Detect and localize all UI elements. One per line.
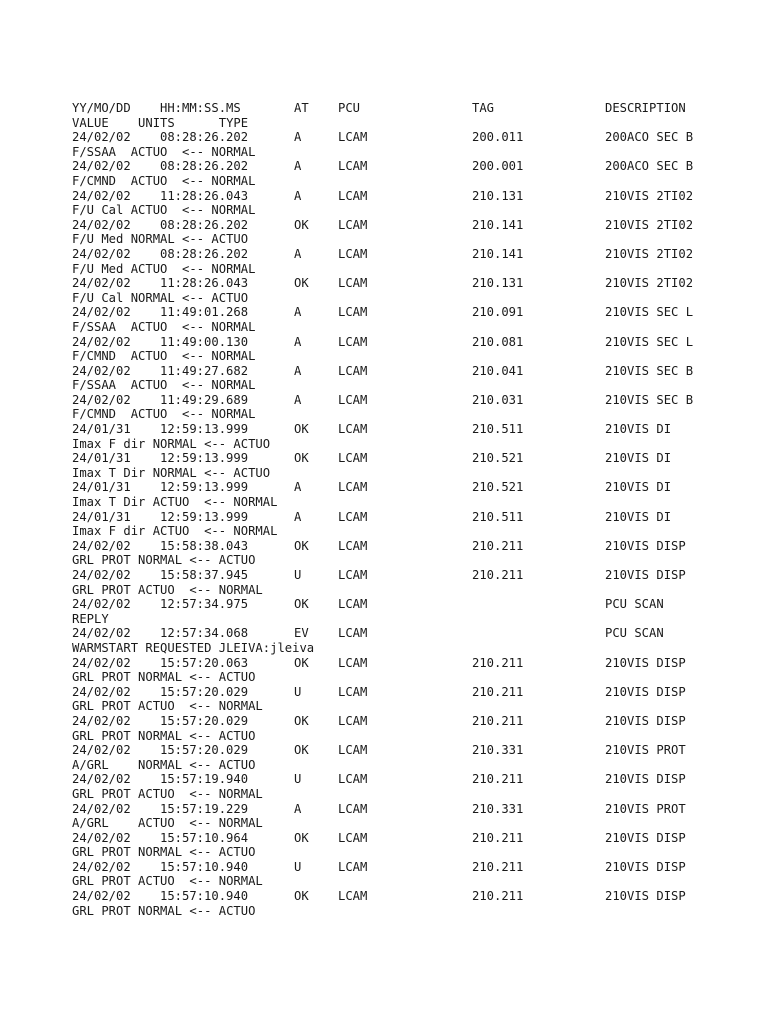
record-value-units-type: GRL PROT NORMAL <-- ACTUO: [72, 903, 256, 918]
record-alarm-type: U: [294, 772, 302, 787]
record-line-2: [72, 320, 752, 335]
log-record: [72, 305, 752, 334]
record-date: 24/02/02: [72, 684, 131, 699]
record-value-units-type: Imax F dir NORMAL <-- ACTUO: [72, 436, 271, 451]
record-date: 24/02/02: [72, 597, 131, 612]
log-record: [72, 685, 752, 714]
record-date: 24/02/02: [72, 392, 131, 407]
record-line-2: [72, 845, 752, 860]
record-date: 24/02/02: [72, 188, 131, 203]
record-tag: 210.091: [472, 305, 524, 320]
record-time: 11:28:26.043: [160, 188, 249, 203]
record-tag: 210.211: [472, 859, 524, 874]
record-pcu: LCAM: [338, 713, 368, 728]
record-pcu: LCAM: [338, 626, 368, 641]
record-line-1: [72, 743, 752, 758]
record-value-units-type: GRL PROT ACTUO <-- NORMAL: [72, 699, 263, 714]
record-pcu: LCAM: [338, 509, 368, 524]
event-log-document: [72, 101, 752, 918]
record-time: 12:59:13.999: [160, 422, 249, 437]
record-date: 24/02/02: [72, 334, 131, 349]
record-pcu: LCAM: [338, 217, 368, 232]
log-record: [72, 802, 752, 831]
record-description: 210VIS DI: [605, 480, 672, 495]
record-line-2: [72, 291, 752, 306]
record-line-1: [72, 159, 752, 174]
record-time: 15:57:20.029: [160, 684, 249, 699]
record-description: 210VIS SEC L: [605, 305, 694, 320]
record-alarm-type: OK: [294, 830, 309, 845]
log-record: [72, 364, 752, 393]
record-line-2: [72, 699, 752, 714]
record-date: 24/02/02: [72, 801, 131, 816]
record-line-1: [72, 305, 752, 320]
record-tag: 210.041: [472, 363, 524, 378]
record-description: 210VIS DI: [605, 451, 672, 466]
record-description: 210VIS SEC L: [605, 334, 694, 349]
record-date: 24/02/02: [72, 305, 131, 320]
record-line-2: [72, 466, 752, 481]
log-record: [72, 335, 752, 364]
record-line-1: [72, 451, 752, 466]
record-tag: 200.011: [472, 130, 524, 145]
log-record: [72, 247, 752, 276]
record-value-units-type: GRL PROT NORMAL <-- ACTUO: [72, 845, 256, 860]
log-record: [72, 597, 752, 626]
header-time: HH:MM:SS.MS: [160, 101, 241, 115]
record-date: 24/02/02: [72, 830, 131, 845]
record-pcu: LCAM: [338, 655, 368, 670]
record-date: 24/02/02: [72, 217, 131, 232]
record-line-2: [72, 174, 752, 189]
record-time: 08:28:26.202: [160, 246, 249, 261]
record-value-units-type: F/CMND ACTUO <-- NORMAL: [72, 173, 256, 188]
record-line-1: [72, 656, 752, 671]
record-date: 24/02/02: [72, 538, 131, 553]
record-pcu: LCAM: [338, 451, 368, 466]
record-line-1: [72, 247, 752, 262]
record-date: 24/02/02: [72, 276, 131, 291]
record-date: 24/01/31: [72, 480, 131, 495]
log-records: [72, 130, 752, 918]
record-alarm-type: A: [294, 363, 302, 378]
record-description: 210VIS 2TI02: [605, 246, 694, 261]
log-record: [72, 393, 752, 422]
record-pcu: LCAM: [338, 568, 368, 582]
record-tag: 210.211: [472, 713, 524, 728]
record-alarm-type: U: [294, 859, 302, 874]
record-alarm-type: A: [294, 159, 302, 174]
record-time: 12:57:34.975: [160, 597, 249, 612]
record-value-units-type: GRL PROT ACTUO <-- NORMAL: [72, 874, 263, 889]
record-description: PCU SCAN: [605, 597, 664, 612]
record-line-2: [72, 670, 752, 685]
record-tag: 210.521: [472, 451, 524, 466]
record-line-2: [72, 758, 752, 773]
log-record: [72, 130, 752, 159]
record-tag: 210.331: [472, 743, 524, 758]
record-description: 210VIS DISP: [605, 772, 686, 787]
record-time: 11:28:26.043: [160, 276, 249, 291]
record-alarm-type: OK: [294, 276, 309, 291]
record-description: 210VIS 2TI02: [605, 276, 694, 291]
record-pcu: LCAM: [338, 772, 368, 787]
record-description: PCU SCAN: [605, 626, 664, 641]
record-line-1: [72, 772, 752, 787]
record-time: 15:58:38.043: [160, 538, 249, 553]
record-alarm-type: OK: [294, 422, 309, 437]
record-date: 24/01/31: [72, 451, 131, 466]
record-time: 15:57:10.940: [160, 859, 249, 874]
log-record: [72, 276, 752, 305]
record-tag: 210.511: [472, 422, 524, 437]
header-at: AT: [294, 101, 309, 115]
record-date: 24/02/02: [72, 363, 131, 378]
record-time: 12:59:13.999: [160, 480, 249, 495]
record-alarm-type: A: [294, 392, 302, 407]
record-alarm-type: A: [294, 509, 302, 524]
record-tag: 210.141: [472, 217, 524, 232]
record-tag: 210.031: [472, 392, 524, 407]
record-line-2: [72, 203, 752, 218]
record-line-1: [72, 714, 752, 729]
record-tag: 210.331: [472, 801, 524, 816]
record-time: 15:58:37.945: [160, 568, 249, 582]
record-pcu: LCAM: [338, 363, 368, 378]
record-description: 210VIS SEC B: [605, 392, 694, 407]
record-tag: 210.211: [472, 568, 524, 582]
record-value-units-type: Imax T Dir ACTUO <-- NORMAL: [72, 495, 278, 510]
record-alarm-type: OK: [294, 889, 309, 904]
record-date: 24/02/02: [72, 130, 131, 145]
record-time: 11:49:27.682: [160, 363, 249, 378]
log-record: [72, 889, 752, 918]
record-tag: 210.521: [472, 480, 524, 495]
record-date: 24/02/02: [72, 743, 131, 758]
record-alarm-type: A: [294, 480, 302, 495]
log-record: [72, 422, 752, 451]
log-record: [72, 656, 752, 685]
record-tag: 210.141: [472, 246, 524, 261]
record-pcu: LCAM: [338, 422, 368, 437]
record-line-2: [72, 816, 752, 831]
record-tag: 210.511: [472, 509, 524, 524]
log-record: [72, 189, 752, 218]
record-line-2: [72, 553, 752, 568]
record-date: 24/02/02: [72, 159, 131, 174]
record-date: 24/02/02: [72, 568, 131, 582]
record-line-2: [72, 378, 752, 393]
record-value-units-type: WARMSTART REQUESTED JLEIVA:jleiva: [72, 640, 315, 655]
record-tag: 210.211: [472, 684, 524, 699]
header-pcu: PCU: [338, 101, 361, 115]
record-pcu: LCAM: [338, 830, 368, 845]
record-line-2: [72, 874, 752, 889]
record-alarm-type: A: [294, 130, 302, 145]
record-time: 12:59:13.999: [160, 451, 249, 466]
log-record: [72, 860, 752, 889]
record-time: 15:57:20.063: [160, 655, 249, 670]
record-tag: 210.211: [472, 830, 524, 845]
record-time: 15:57:19.229: [160, 801, 249, 816]
record-line-1: [72, 189, 752, 204]
record-alarm-type: OK: [294, 597, 309, 612]
record-time: 11:49:00.130: [160, 334, 249, 349]
record-time: 11:49:01.268: [160, 305, 249, 320]
record-value-units-type: F/SSAA ACTUO <-- NORMAL: [72, 144, 256, 159]
record-line-1: [72, 802, 752, 817]
record-alarm-type: OK: [294, 217, 309, 232]
record-description: 210VIS 2TI02: [605, 188, 694, 203]
record-date: 24/02/02: [72, 859, 131, 874]
record-line-2: [72, 524, 752, 539]
record-value-units-type: F/CMND ACTUO <-- NORMAL: [72, 349, 256, 364]
record-value-units-type: GRL PROT ACTUO <-- NORMAL: [72, 582, 263, 597]
record-line-1: [72, 568, 752, 583]
record-pcu: LCAM: [338, 130, 368, 145]
record-line-2: [72, 641, 752, 656]
record-date: 24/02/02: [72, 889, 131, 904]
record-time: 12:57:34.068: [160, 626, 249, 641]
record-pcu: LCAM: [338, 684, 368, 699]
record-alarm-type: U: [294, 568, 302, 582]
record-pcu: LCAM: [338, 392, 368, 407]
record-value-units-type: Imax F dir ACTUO <-- NORMAL: [72, 524, 278, 539]
record-value-units-type: GRL PROT ACTUO <-- NORMAL: [72, 786, 263, 801]
record-line-2: [72, 787, 752, 802]
record-description: 210VIS DISP: [605, 859, 686, 874]
record-time: 11:49:29.689: [160, 392, 249, 407]
record-line-1: [72, 335, 752, 350]
record-tag: 210.081: [472, 334, 524, 349]
record-alarm-type: A: [294, 334, 302, 349]
record-line-2: [72, 904, 752, 919]
log-record: [72, 510, 752, 539]
record-alarm-type: OK: [294, 655, 309, 670]
record-pcu: LCAM: [338, 743, 368, 758]
record-description: 210VIS DISP: [605, 655, 686, 670]
record-description: 210VIS SEC B: [605, 363, 694, 378]
record-value-units-type: F/SSAA ACTUO <-- NORMAL: [72, 319, 256, 334]
log-record: [72, 539, 752, 568]
record-value-units-type: F/U Med NORMAL <-- ACTUO: [72, 232, 249, 247]
record-value-units-type: F/SSAA ACTUO <-- NORMAL: [72, 378, 256, 393]
record-alarm-type: A: [294, 305, 302, 320]
record-alarm-type: OK: [294, 538, 309, 553]
record-tag: 210.211: [472, 655, 524, 670]
record-description: 210VIS DISP: [605, 568, 686, 582]
record-pcu: LCAM: [338, 159, 368, 174]
record-description: 210VIS DISP: [605, 538, 686, 553]
record-pcu: LCAM: [338, 276, 368, 291]
record-line-1: [72, 276, 752, 291]
record-value-units-type: A/GRL NORMAL <-- ACTUO: [72, 757, 256, 772]
log-header: [72, 101, 752, 130]
record-line-1: [72, 422, 752, 437]
record-alarm-type: EV: [294, 626, 309, 641]
record-time: 08:28:26.202: [160, 159, 249, 174]
record-date: 24/02/02: [72, 655, 131, 670]
record-value-units-type: F/U Cal ACTUO <-- NORMAL: [72, 203, 256, 218]
record-line-1: [72, 685, 752, 700]
record-tag: 200.001: [472, 159, 524, 174]
record-description: 210VIS DISP: [605, 889, 686, 904]
record-alarm-type: OK: [294, 713, 309, 728]
record-line-1: [72, 510, 752, 525]
record-pcu: LCAM: [338, 859, 368, 874]
record-line-2: [72, 729, 752, 744]
record-description: 200ACO SEC B: [605, 159, 694, 174]
log-record: [72, 159, 752, 188]
record-date: 24/01/31: [72, 422, 131, 437]
record-pcu: LCAM: [338, 246, 368, 261]
record-description: 210VIS DISP: [605, 713, 686, 728]
record-description: 210VIS DISP: [605, 830, 686, 845]
record-date: 24/02/02: [72, 246, 131, 261]
record-pcu: LCAM: [338, 538, 368, 553]
header-date: YY/MO/DD: [72, 101, 131, 115]
record-tag: 210.211: [472, 772, 524, 787]
record-tag: 210.131: [472, 188, 524, 203]
record-alarm-type: A: [294, 246, 302, 261]
record-line-1: [72, 218, 752, 233]
record-line-1: [72, 860, 752, 875]
record-description: 210VIS DISP: [605, 684, 686, 699]
record-value-units-type: A/GRL ACTUO <-- NORMAL: [72, 816, 263, 831]
record-pcu: LCAM: [338, 801, 368, 816]
record-tag: 210.211: [472, 538, 524, 553]
record-pcu: LCAM: [338, 889, 368, 904]
record-time: 08:28:26.202: [160, 130, 249, 145]
record-alarm-type: A: [294, 188, 302, 203]
record-alarm-type: OK: [294, 451, 309, 466]
record-value-units-type: Imax T Dir NORMAL <-- ACTUO: [72, 465, 271, 480]
record-time: 15:57:20.029: [160, 743, 249, 758]
log-record: [72, 480, 752, 509]
record-line-2: [72, 262, 752, 277]
record-line-1: [72, 889, 752, 904]
record-description: 200ACO SEC B: [605, 130, 694, 145]
record-tag: 210.211: [472, 889, 524, 904]
record-line-1: [72, 539, 752, 554]
record-time: 12:59:13.999: [160, 509, 249, 524]
record-line-2: [72, 232, 752, 247]
record-value-units-type: REPLY: [72, 611, 109, 626]
record-time: 15:57:10.964: [160, 830, 249, 845]
record-line-1: [72, 364, 752, 379]
record-value-units-type: F/CMND ACTUO <-- NORMAL: [72, 407, 256, 422]
header-row-2: [72, 116, 752, 131]
record-date: 24/01/31: [72, 509, 131, 524]
record-value-units-type: GRL PROT NORMAL <-- ACTUO: [72, 670, 256, 685]
record-line-1: [72, 626, 752, 641]
log-record: [72, 451, 752, 480]
header-value-units-type: VALUE UNITS TYPE: [72, 115, 249, 130]
record-line-2: [72, 407, 752, 422]
record-description: 210VIS DI: [605, 422, 672, 437]
header-tag: TAG: [472, 101, 495, 115]
record-pcu: LCAM: [338, 597, 368, 612]
log-record: [72, 772, 752, 801]
record-alarm-type: A: [294, 801, 302, 816]
record-date: 24/02/02: [72, 772, 131, 787]
record-description: 210VIS 2TI02: [605, 217, 694, 232]
log-record: [72, 714, 752, 743]
record-line-2: [72, 349, 752, 364]
record-alarm-type: U: [294, 684, 302, 699]
record-line-2: [72, 612, 752, 627]
record-time: 15:57:10.940: [160, 889, 249, 904]
record-line-1: [72, 393, 752, 408]
record-line-2: [72, 583, 752, 598]
record-value-units-type: GRL PROT NORMAL <-- ACTUO: [72, 728, 256, 743]
log-record: [72, 218, 752, 247]
record-time: 15:57:20.029: [160, 713, 249, 728]
record-tag: 210.131: [472, 276, 524, 291]
log-record: [72, 743, 752, 772]
record-pcu: LCAM: [338, 334, 368, 349]
record-line-1: [72, 480, 752, 495]
log-record: [72, 568, 752, 597]
record-time: 15:57:19.940: [160, 772, 249, 787]
record-date: 24/02/02: [72, 713, 131, 728]
record-alarm-type: OK: [294, 743, 309, 758]
record-time: 08:28:26.202: [160, 217, 249, 232]
log-record: [72, 831, 752, 860]
record-pcu: LCAM: [338, 305, 368, 320]
record-pcu: LCAM: [338, 480, 368, 495]
record-value-units-type: F/U Med ACTUO <-- NORMAL: [72, 261, 256, 276]
record-line-2: [72, 437, 752, 452]
record-pcu: LCAM: [338, 188, 368, 203]
record-line-1: [72, 597, 752, 612]
log-record: [72, 626, 752, 655]
record-value-units-type: GRL PROT NORMAL <-- ACTUO: [72, 553, 256, 568]
header-row: [72, 101, 752, 116]
record-description: 210VIS DI: [605, 509, 672, 524]
record-line-2: [72, 145, 752, 160]
record-value-units-type: F/U Cal NORMAL <-- ACTUO: [72, 290, 249, 305]
record-description: 210VIS PROT: [605, 801, 686, 816]
header-description: DESCRIPTION: [605, 101, 686, 115]
record-date: 24/02/02: [72, 626, 131, 641]
record-description: 210VIS PROT: [605, 743, 686, 758]
record-line-1: [72, 130, 752, 145]
record-line-1: [72, 831, 752, 846]
record-line-2: [72, 495, 752, 510]
